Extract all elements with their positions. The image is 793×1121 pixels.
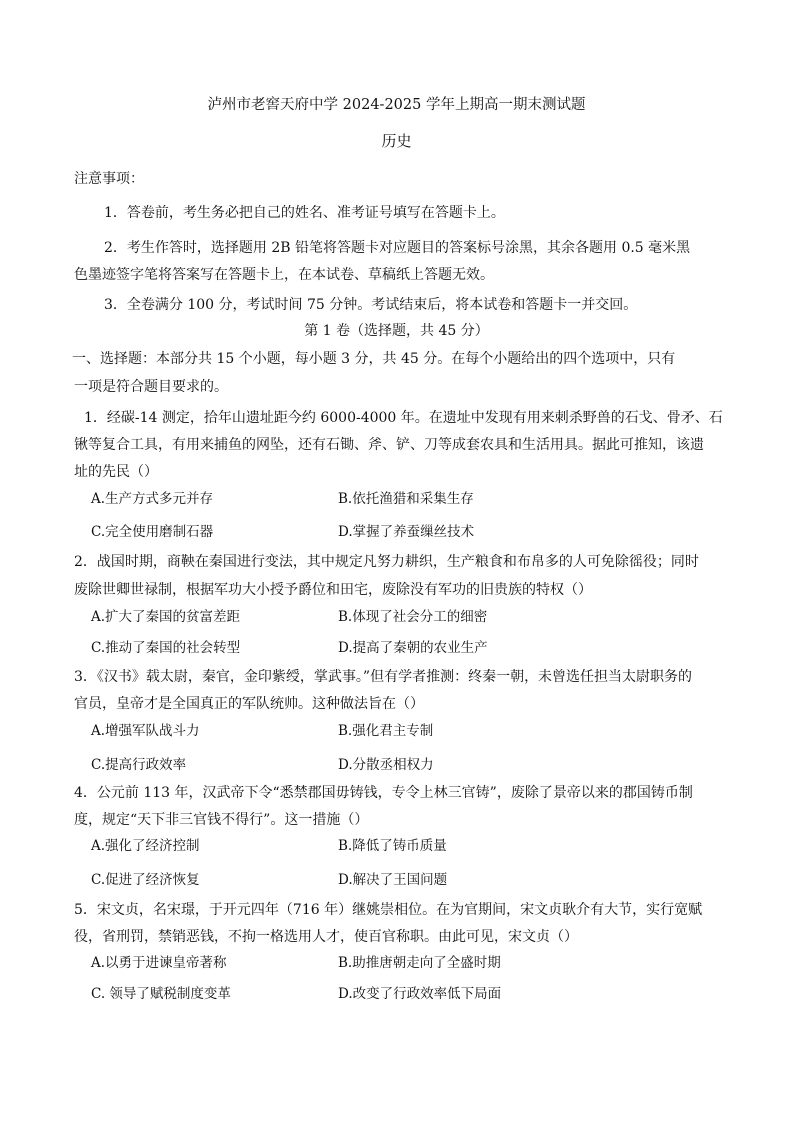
question-3-option-c: C.提高行政效率 — [91, 757, 187, 773]
subject-title: 历史 — [381, 132, 412, 150]
notice-item-1: 1．答卷前，考生务必把自己的姓名、准考证号填写在答题卡上。 — [104, 205, 505, 221]
question-5-line-2: 役，省刑罚，禁销恶钱，不拘一格选用人才，使百官称职。由此可见，宋文贞（） — [74, 929, 578, 945]
question-5-option-d: D.改变了行政效率低下局面 — [338, 986, 502, 1002]
question-4-option-d: D.解决了王国问题 — [338, 872, 448, 888]
question-2-option-d: D.提高了秦朝的农业生产 — [338, 640, 488, 656]
question-3-option-d: D.分散丞相权力 — [338, 757, 434, 773]
question-3-option-b: B.强化君主专制 — [338, 723, 434, 739]
question-5-option-a: A.以勇于进谏皇帝著称 — [91, 955, 227, 971]
notice-item-2-line-1: 2．考生作答时，选择题用 2B 铅笔将答题卡对应题目的答案标号涂黑，其余各题用 0.5 毫米黑 — [104, 240, 691, 256]
question-3-line-2: 官员，皇帝才是全国真正的军队统帅。这种做法旨在（） — [74, 696, 424, 712]
question-4-option-c: C.促进了经济恢复 — [91, 872, 200, 888]
question-4-line-1: 4．公元前 113 年，汉武帝下令“悉禁郡国毋铸钱，专令上林三官铸”，废除了景帝以来的郡国铸币制 — [74, 785, 693, 801]
question-3-line-1: 3．《汉书》载太尉，秦官，金印紫绶，掌武事。”但有学者推测：终秦一朝，未曾选任担当太尉职务的 — [74, 669, 693, 685]
question-1-line-1: 1．经碳-14 测定，拾年山遗址距今约 6000-4000 年。在遗址中发现有用来刺杀野兽的石戈、骨矛、石 — [84, 410, 723, 426]
question-1-option-b: B.依托渔猎和采集生存 — [338, 491, 474, 507]
section-instruction-line-1: 一、选择题：本部分共 15 个小题，每小题 3 分，共 45 分。在每个小题给出的四个选项中，只有 — [72, 351, 676, 367]
question-5-option-c: C. 领导了赋税制度变革 — [91, 986, 231, 1002]
question-5-line-1: 5．宋文贞，名宋璟，于开元四年（716 年）继姚崇相位。在为官期间，宋文贞耿介有大节，实行宽赋 — [74, 902, 703, 918]
question-1-option-c: C.完全使用磨制石器 — [91, 524, 214, 540]
question-2-line-1: 2．战国时期，商鞅在秦国进行变法，其中规定凡努力耕织，生产粮食和布帛多的人可免除徭役；同时 — [74, 554, 699, 570]
section-instruction-line-2: 一项是符合题目要求的。 — [74, 379, 228, 395]
part-1-title: 第 1 卷（选择题，共 45 分） — [304, 323, 489, 339]
question-3-option-a: A.增强军队战斗力 — [91, 723, 200, 739]
question-5-option-b: B.助推唐朝走向了全盛时期 — [338, 955, 501, 971]
question-4-line-2: 度，规定“天下非三官钱不得行”。这一措施（） — [74, 812, 369, 828]
notice-item-3: 3．全卷满分 100 分，考试时间 75 分钟。考试结束后，将本试卷和答题卡一并交回。 — [104, 297, 638, 313]
question-4-option-a: A.强化了经济控制 — [91, 838, 200, 854]
page-title: 泸州市老窖天府中学 2024-2025 学年上期高一期末测试题 — [207, 97, 586, 113]
question-1-line-2: 锹等复合工具，有用来捕鱼的网坠，还有石锄、斧、铲、刀等成套农具和生活用具。据此可推知，该遗 — [74, 437, 704, 453]
question-1-line-3: 址的先民（） — [74, 464, 158, 480]
question-2-option-c: C.推动了秦国的社会转型 — [91, 640, 241, 656]
question-4-option-b: B.降低了铸币质量 — [338, 838, 447, 854]
question-1-option-a: A.生产方式多元并存 — [91, 491, 214, 507]
question-2-option-a: A.扩大了秦国的贫富差距 — [91, 609, 241, 625]
question-2-option-b: B.体现了社会分工的细密 — [338, 609, 488, 625]
notice-heading: 注意事项： — [74, 171, 144, 187]
question-1-option-d: D.掌握了养蚕缫丝技术 — [338, 524, 475, 540]
question-2-line-2: 废除世卿世禄制，根据军功大小授予爵位和田宅，废除没有军功的旧贵族的特权（） — [74, 582, 592, 598]
notice-item-2-line-2: 色墨迹签字笔将答案写在答题卡上，在本试卷、草稿纸上答题无效。 — [74, 267, 494, 283]
